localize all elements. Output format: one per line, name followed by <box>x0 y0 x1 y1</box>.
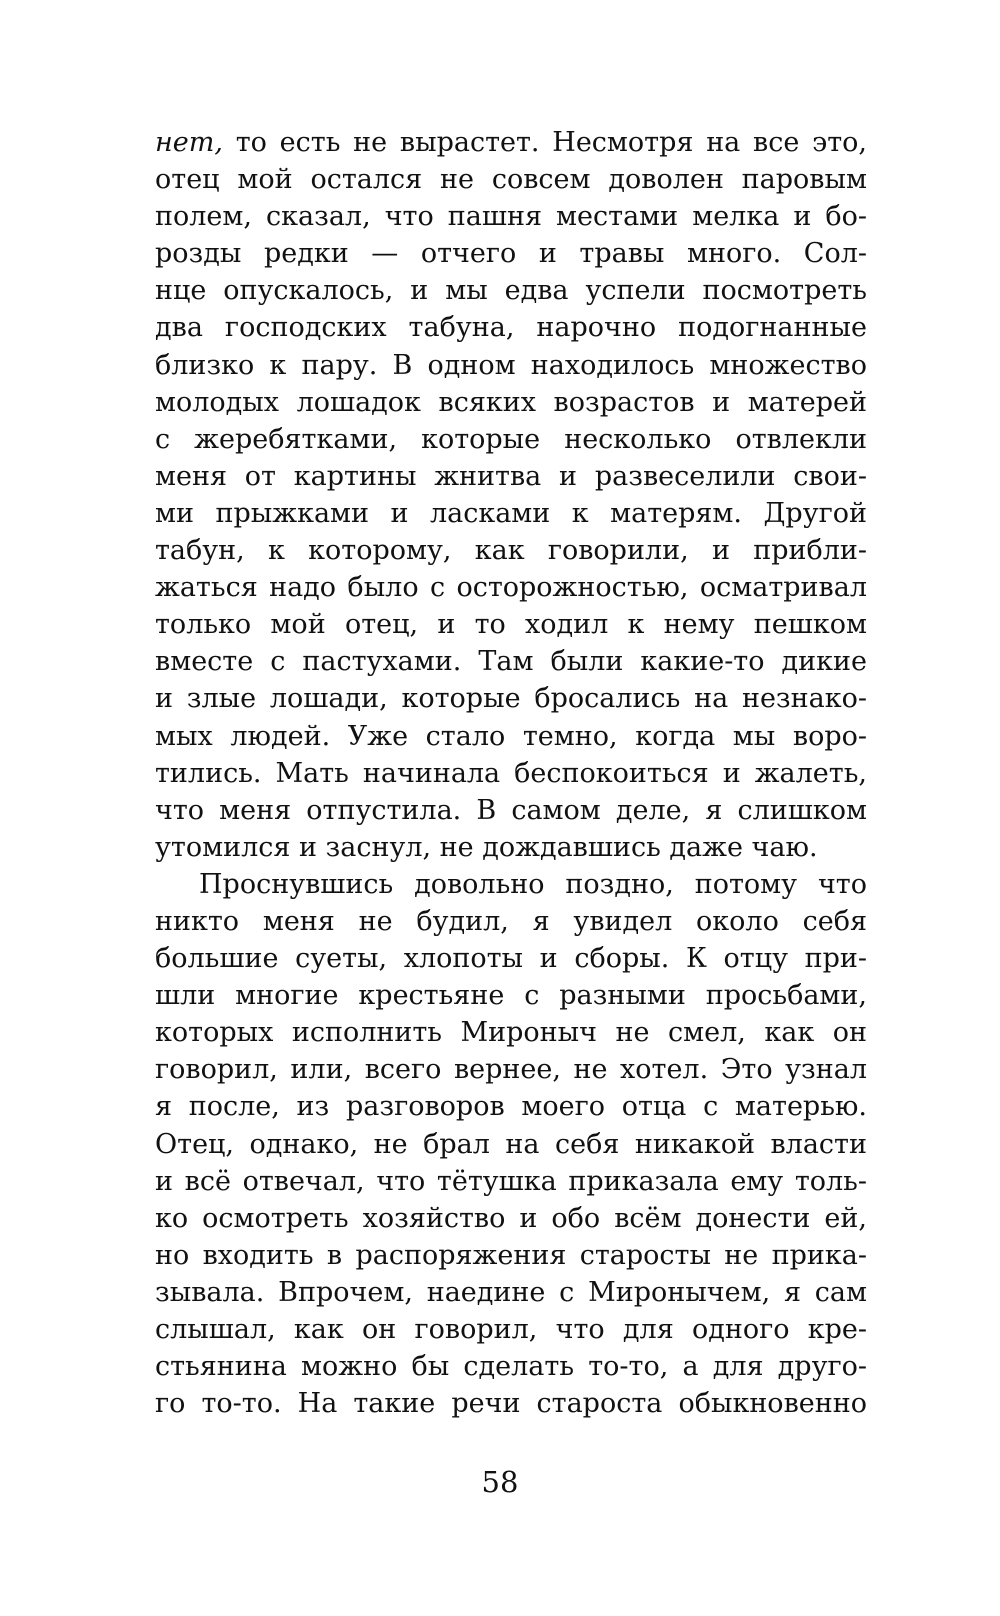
text-line: Отец, однако, не брал на себя никакой власти <box>155 1128 867 1160</box>
text-line: розды редки — отчего и травы много. Сол- <box>155 238 867 270</box>
text-line: два господских табуна, нарочно подогнанные <box>155 312 867 344</box>
text-line: близко к пару. В одном находилось множество <box>155 349 867 381</box>
text-line: табун, к которому, как говорили, и прибли- <box>155 535 867 567</box>
text-line: вместе с пастухами. Там были какие-то дикие <box>155 646 867 678</box>
text-line: го то-то. На такие речи староста обыкновенно <box>155 1388 867 1420</box>
text-line: я после, из разговоров моего отца с матерью. <box>155 1091 867 1123</box>
text-line: зывала. Впрочем, наедине с Миронычем, я сам <box>155 1276 867 1308</box>
page-number: 58 <box>481 1465 519 1499</box>
italic-word: нет, <box>155 127 223 158</box>
text-line: говорил, или, всего вернее, не хотел. Это узнал <box>155 1054 867 1086</box>
text-line: и злые лошади, которые бросались на незнако- <box>155 683 867 715</box>
text-line: большие суеты, хлопоты и сборы. К отцу при- <box>155 943 867 975</box>
text-line: нет, то есть не вырастет. Несмотря на все это, <box>155 127 867 158</box>
text-line: слышал, как он говорил, что для одного кре- <box>155 1314 867 1345</box>
text-line: мых людей. Уже стало темно, когда мы воро- <box>155 720 867 752</box>
text-line: только мой отец, и то ходил к нему пешком <box>155 609 867 641</box>
text-line: никто меня не будил, я увидел около себя <box>155 905 867 937</box>
text-line: шли многие крестьяне с разными просьбами, <box>155 980 867 1012</box>
text-line: которых исполнить Мироныч не смел, как он <box>155 1017 867 1049</box>
text-line: с жеребятками, которые несколько отвлекли <box>155 423 867 455</box>
text-line: ми прыжками и ласками к матерям. Другой <box>155 497 867 529</box>
text-line: ко осмотреть хозяйство и обо всём донести ей, <box>155 1202 867 1234</box>
text-line: тились. Мать начинала беспокоиться и жалеть, <box>155 757 867 789</box>
text-line: отец мой остался не совсем доволен паровым <box>155 164 867 196</box>
text-line: Проснувшись довольно поздно, потому что <box>199 868 867 900</box>
text-line: меня от картины жнитва и развеселили свои- <box>155 460 867 492</box>
body-text <box>155 124 867 1422</box>
text-line: что меня отпустила. В самом деле, я слишком <box>155 794 867 826</box>
text-line: молодых лошадок всяких возрастов и матерей <box>155 386 867 418</box>
text-line: полем, сказал, что пашня местами мелка и бо- <box>155 201 867 233</box>
text-line: но входить в распоряжения старосты не прика- <box>155 1239 867 1271</box>
text-line: жаться надо было с осторожностью, осматривал <box>155 572 867 604</box>
text-line: нце опускалось, и мы едва успели посмотреть <box>155 275 867 307</box>
text-line: стьянина можно бы сделать то-то, а для друго- <box>155 1351 867 1383</box>
text-line: и всё отвечал, что тётушка приказала ему толь- <box>155 1165 867 1197</box>
text-line: утомился и заснул, не дождавшись даже чаю. <box>155 831 818 863</box>
